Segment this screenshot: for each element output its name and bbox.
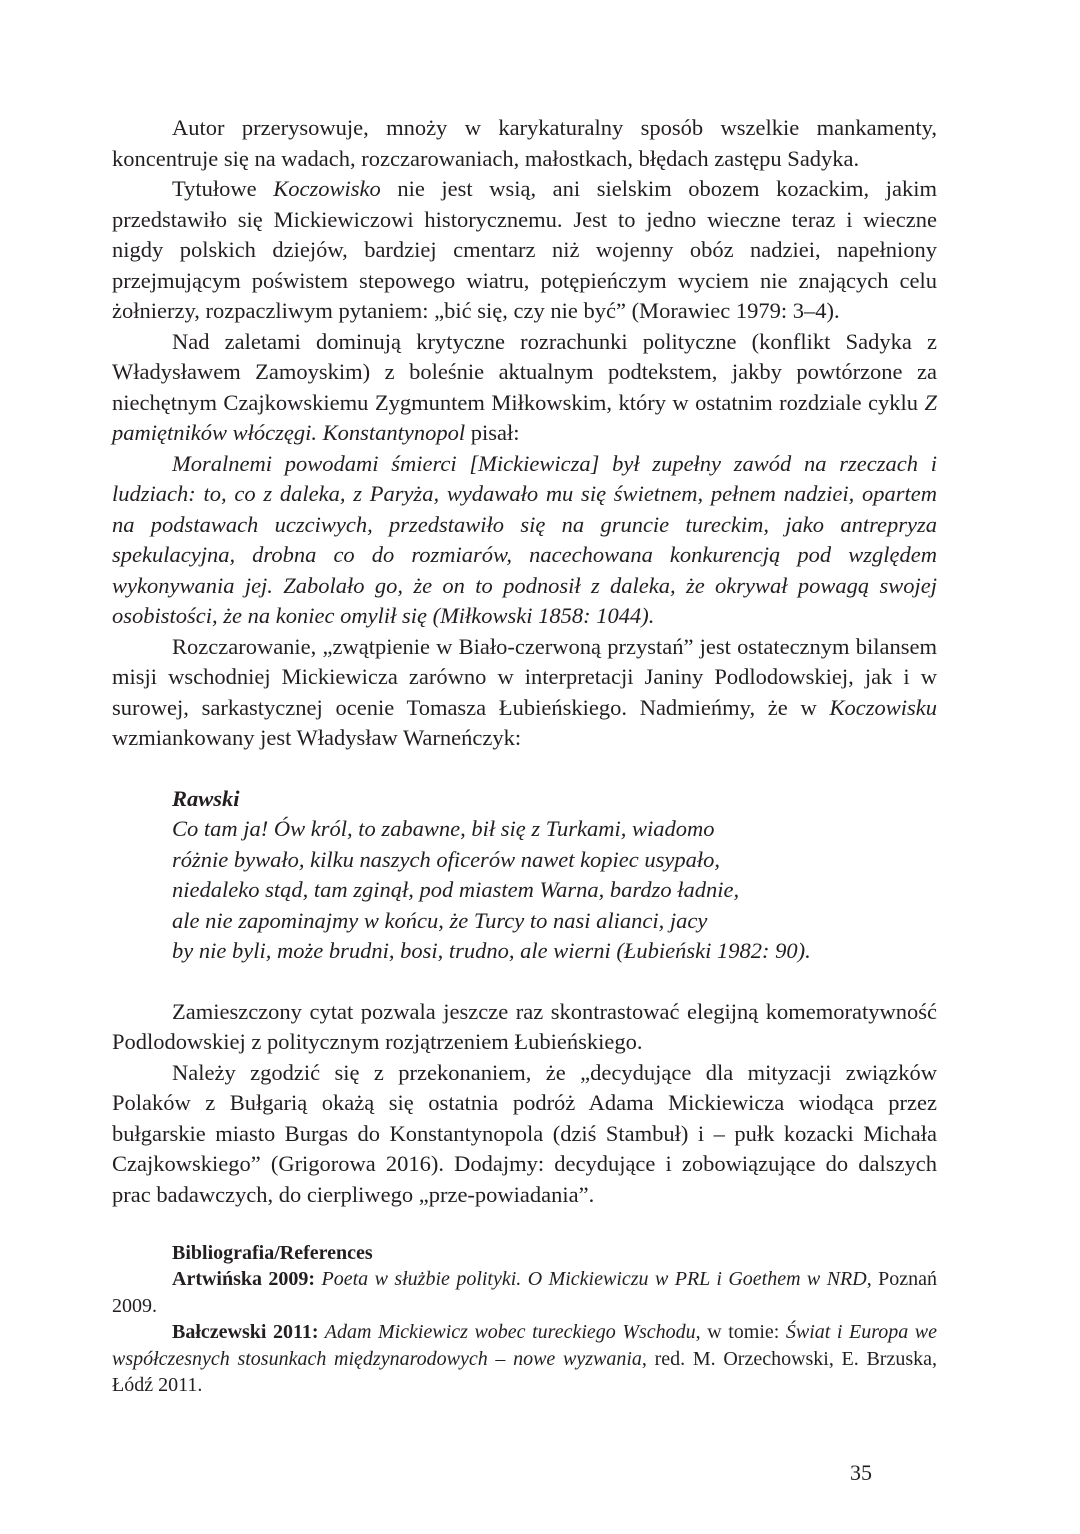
paragraph-1-text: Autor przerysowuje, mnoży w karykaturalny sposób wszelkie mankamenty, koncentruje się na wadach, rozczarowaniach, małostkach, błędach zastępu Sadyka. bbox=[112, 115, 937, 171]
bib-entry-key: Bałczewski 2011: bbox=[172, 1321, 319, 1343]
paragraph-2 bbox=[112, 174, 937, 327]
paragraph-3-text-a: Nad zaletami dominują krytyczne rozrachunki polityczne (konflikt Sadyka z Władysławem Zamoyskim) z boleśnie aktualnym podtekstem, jakby powtórzone za niechętnym Czajkowskiemu Zygmuntem Miłkowskim, który w ostatnim rozdziale cyklu bbox=[112, 328, 937, 415]
bib-entry-rest: , Poznań 2009. bbox=[112, 1268, 937, 1317]
paragraph-3-text-b: pisał: bbox=[465, 420, 520, 445]
paragraph-3 bbox=[112, 327, 937, 449]
verse-line: ale nie zapominajmy w końcu, że Turcy to nasi alianci, jacy bbox=[172, 907, 708, 933]
block-quote bbox=[112, 449, 937, 632]
bib-entry-key: Artwińska 2009: bbox=[172, 1268, 316, 1290]
bib-entry-title: Adam Mickiewicz wobec tureckiego Wschodu bbox=[318, 1321, 696, 1343]
block-quote-text: Moralnemi powodami śmierci [Mickiewicza] był zupełny zawód na rzeczach i ludziach: to, co z daleka, z Paryża, wydawało mu się świetnem, pełnem nadziei, opartem na podstawach uczciwych, przedstawiło się na gruncie tureckim, jako antrepryza spekulacyjna, drobna co do rozmiarów, nacechowana konkurencją pod względem wykonywania jej. Zabolało go, że on to podnosił z daleka, że okrywał powagą swojej osobistości, że na koniec omylił się (Miłkowski 1858: 1044). bbox=[112, 450, 937, 628]
paragraph-5-text: Zamieszczony cytat pozwala jeszcze raz skontrastować elegijną komemoratywność Podlodowskiej z politycznym rozjątrzeniem Łubieńskiego. bbox=[112, 998, 937, 1054]
paragraph-2-italic-title: Koczowisko bbox=[273, 176, 381, 201]
verse-quote bbox=[172, 784, 937, 967]
paragraph-4-text-a: Rozczarowanie, „zwątpienie w Biało-czerwoną przystań” jest ostatecznym bilansem misji wschodniej Mickiewicza zarówno w interpretacji Janiny Podlodowskiej, jak i w surowej, sarkastycznej ocenie Tomasza Łubieńskiego. Nadmieńmy, że w bbox=[112, 633, 937, 720]
paragraph-4-italic-title: Koczowisku bbox=[829, 694, 937, 720]
bibliography-heading: Bibliografia/References bbox=[172, 1242, 373, 1264]
paragraph-5 bbox=[112, 997, 937, 1058]
paragraph-4-text-b: wzmiankowany jest Władysław Warneńczyk: bbox=[112, 725, 522, 750]
verse-line: niedaleko stąd, tam zginął, pod miastem Warna, bardzo ładnie, bbox=[172, 877, 740, 902]
paragraph-6-text: Należy zgodzić się z przekonaniem, że „decydujące dla mityzacji związków Polaków z Bułgarią okażą się ostatnia podróż Adama Mickiewicza wiodąca przez bułgarskie miasto Burgas do Konstantynopola (dziś Stambuł) i – pułk kozacki Michała Czajkowskiego” (Grigorowa 2016). Dodajmy: decydujące i zobowiązujące do dalszych prac badawczych, do cierpliwego „prze-powiadania”. bbox=[112, 1059, 937, 1207]
paragraph-1 bbox=[112, 113, 937, 174]
bib-entry-rest: , red. M. Orzechowski, E. Brzuska, Łódź 2011. bbox=[112, 1347, 938, 1396]
bib-entry-title-2: Świat i Europa we współczesnych stosunkach międzynarodowych – nowe wyzwania bbox=[112, 1321, 938, 1370]
bibliography-list bbox=[112, 1266, 937, 1399]
verse-line: by nie byli, może brudni, bosi, trudno, ale wierni (Łubieński 1982: 90). bbox=[172, 938, 811, 963]
paragraph-2-text-a: Tytułowe bbox=[172, 176, 274, 201]
bibliography-entry bbox=[112, 1319, 937, 1399]
main-text bbox=[112, 113, 937, 1399]
paragraph-6 bbox=[112, 1058, 937, 1211]
bib-entry-mid: , w tomie: bbox=[695, 1321, 786, 1343]
paragraph-4 bbox=[112, 632, 937, 754]
verse-line: różnie bywało, kilku naszych oficerów nawet kopiec usypało, bbox=[172, 846, 721, 872]
verse-line: Co tam ja! Ów król, to zabawne, bił się z Turkami, wiadomo bbox=[172, 816, 715, 841]
bibliography-entry bbox=[112, 1266, 937, 1319]
verse-speaker: Rawski bbox=[172, 785, 240, 811]
bib-entry-title: Poeta w służbie polityki. O Mickiewiczu w PRL i Goethem w NRD bbox=[315, 1268, 867, 1290]
paragraph-3-italic-title: Z pamiętników włóczęgi. Konstantynopol bbox=[112, 389, 937, 445]
page-number: 35 bbox=[850, 1460, 872, 1485]
paragraph-2-text-b: nie jest wsią, ani sielskim obozem kozackim, jakim przedstawiło się Mickiewiczowi historycznemu. Jest to jedno wieczne teraz i wieczne nigdy polskich dziejów, bardziej cmentarz niż wojenny obóz nadziei, napełniony przejmującym poświstem stepowego wiatru, potępieńczym wyciem nie znających celu żołnierzy, rozpaczliwym pytaniem: „bić się, czy nie być” (Morawiec 1979: 3–4). bbox=[112, 176, 937, 323]
